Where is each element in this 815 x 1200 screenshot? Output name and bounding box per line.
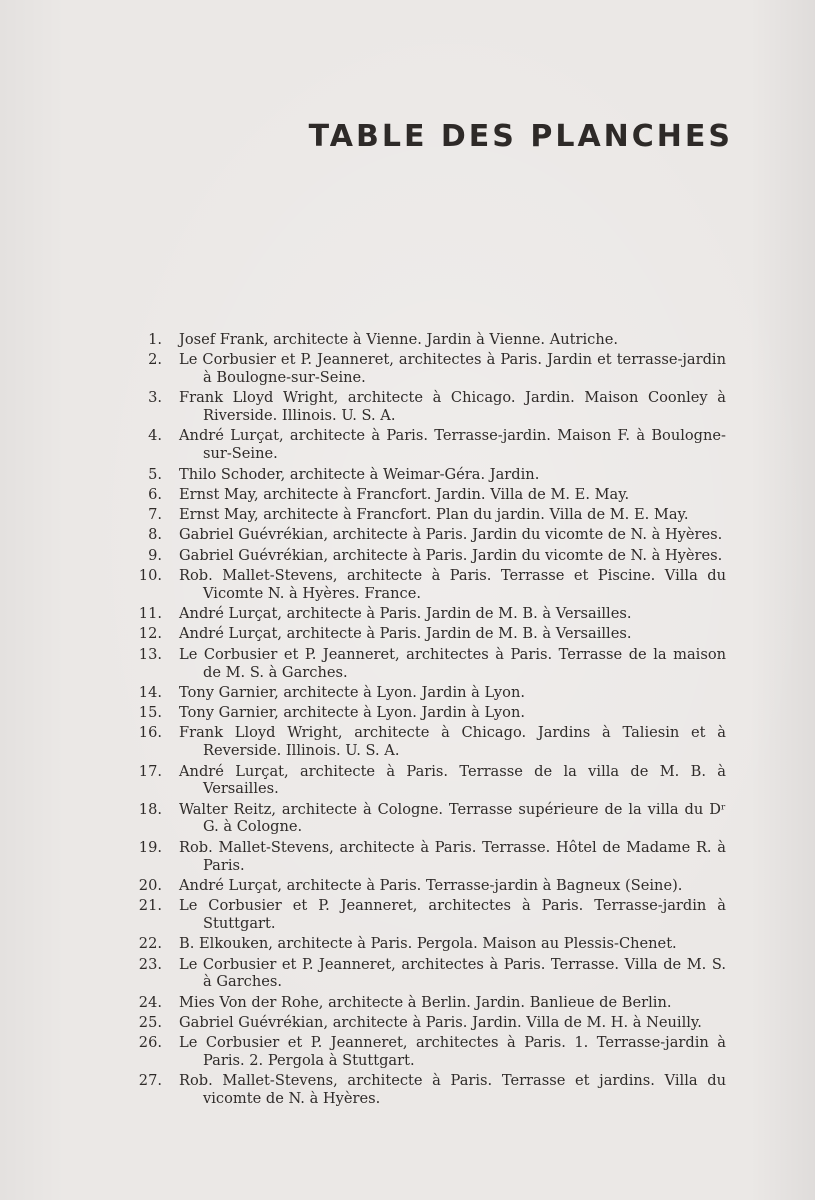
plate-number: 1. (148, 331, 162, 348)
plate-number: 11. (138, 605, 162, 623)
plate-entry (0, 351, 815, 387)
plate-entry (0, 331, 815, 349)
plate-entry (0, 646, 815, 682)
page-title: TABLE DES PLANCHES (308, 119, 733, 155)
plate-description: Le Corbusier et P. Jeanneret, architectes à Paris. Terrasse. Villa de M. S. à Garches. (179, 955, 726, 991)
plate-number: 5. (148, 465, 162, 483)
plate-entry (0, 935, 815, 953)
plate-description: André Lurçat, architecte à Paris. Terrasse de la villa de M. B. à Versailles. (179, 762, 726, 798)
plate-description: B. Elkouken, architecte à Paris. Pergola. Maison au Plessis-Chenet. (179, 935, 677, 953)
plate-entry (0, 1034, 815, 1070)
plate-description: Walter Reitz, architecte à Cologne. Terrasse supérieure de la villa du Dʳ G. à Cologne. (179, 800, 726, 836)
plate-entry (0, 839, 815, 875)
plate-description: Mies Von der Rohe, architecte à Berlin. Jardin. Banlieue de Berlin. (179, 993, 672, 1011)
plate-description: Le Corbusier et P. Jeanneret, architectes à Paris. Terrasse-jardin à Stuttgart. (179, 897, 726, 932)
plate-entry (0, 605, 815, 623)
plate-number: 19. (138, 838, 162, 856)
plate-description: Rob. Mallet-Stevens, architecte à Paris. Terrasse. Hôtel de Madame R. à Paris. (179, 838, 726, 874)
plate-description: Thilo Schoder, architecte à Weimar-Géra. Jardin. (179, 465, 540, 483)
plate-entry (0, 567, 815, 603)
plate-number: 4. (148, 427, 162, 445)
plate-description: André Lurçat, architecte à Paris. Jardin de M. B. à Versailles. (179, 625, 632, 643)
plate-description: Gabriel Guévrékian, architecte à Paris. Jardin du vicomte de N. à Hyères. (179, 546, 723, 564)
plate-number: 14. (138, 683, 162, 701)
plate-number: 12. (138, 625, 162, 643)
plate-number: 21. (138, 897, 162, 915)
plate-number: 23. (138, 955, 162, 973)
plate-number: 10. (138, 567, 162, 585)
plates-list (0, 331, 815, 1110)
plate-entry (0, 704, 815, 722)
plate-description: Le Corbusier et P. Jeanneret, architectes à Paris. Jardin et terrasse-jardin à Boulogne-sur-Seine. (179, 351, 726, 387)
plate-number: 27. (138, 1072, 162, 1090)
plate-number: 7. (148, 506, 162, 524)
plate-description: Tony Garnier, architecte à Lyon. Jardin à Lyon. (179, 704, 525, 722)
plate-entry (0, 1072, 815, 1108)
plate-description: Gabriel Guévrékian, architecte à Paris. Jardin du vicomte de N. à Hyères. (179, 526, 723, 544)
plate-entry (0, 684, 815, 702)
plate-entry (0, 897, 815, 933)
plate-entry (0, 427, 815, 463)
plate-number: 17. (138, 762, 162, 780)
plate-number: 26. (138, 1034, 162, 1052)
plate-number: 8. (148, 526, 162, 544)
plate-entry (0, 763, 815, 799)
plate-description: Ernst May, architecte à Francfort. Plan du jardin. Villa de M. E. May. (179, 506, 689, 524)
plate-entry (0, 547, 815, 565)
plate-description: Rob. Mallet-Stevens, architecte à Paris. Terrasse et Piscine. Villa du Vicomte N. à Hyères. France. (179, 567, 726, 602)
plate-number: 22. (138, 935, 162, 953)
plate-entry (0, 994, 815, 1012)
plate-number: 24. (138, 993, 162, 1011)
plate-entry (0, 389, 815, 425)
plate-description: Tony Garnier, architecte à Lyon. Jardin à Lyon. (179, 683, 525, 701)
plate-number: 3. (148, 389, 162, 407)
plate-number: 13. (138, 645, 162, 663)
plate-description: Frank Lloyd Wright, architecte à Chicago. Jardins à Taliesin et à Reverside. Illinois. U. S. A. (179, 724, 726, 760)
plate-description: André Lurçat, architecte à Paris. Terrasse-jardin. Maison F. à Boulogne-sur-Seine. (179, 427, 726, 463)
plate-description: André Lurçat, architecte à Paris. Terrasse-jardin à Bagneux (Seine). (179, 876, 683, 894)
plate-description: Le Corbusier et P. Jeanneret, architectes à Paris. Terrasse de la maison de M. S. à Garches. (179, 645, 726, 681)
plate-description: Josef Frank, architecte à Vienne. Jardin à Vienne. Autriche. (179, 331, 619, 348)
plate-entry (0, 625, 815, 643)
plate-description: Le Corbusier et P. Jeanneret, architectes à Paris. 1. Terrasse-jardin à Paris. 2. Pergola à Stuttgart. (179, 1034, 726, 1069)
plate-number: 25. (138, 1013, 162, 1031)
plate-entry (0, 506, 815, 524)
plate-description: Rob. Mallet-Stevens, architecte à Paris. Terrasse et jardins. Villa du vicomte de N. à Hyères. (179, 1072, 726, 1108)
plate-number: 6. (148, 485, 162, 503)
plate-entry (0, 466, 815, 484)
plate-description: Ernst May, architecte à Francfort. Jardin. Villa de M. E. May. (179, 485, 630, 503)
plate-entry (0, 526, 815, 544)
plate-number: 15. (138, 704, 162, 722)
plate-entry (0, 724, 815, 760)
plate-number: 2. (148, 351, 162, 369)
plate-number: 20. (138, 876, 162, 894)
plate-description: André Lurçat, architecte à Paris. Jardin de M. B. à Versailles. (179, 605, 632, 623)
plate-number: 16. (138, 724, 162, 742)
plate-description: Gabriel Guévrékian, architecte à Paris. Jardin. Villa de M. H. à Neuilly. (179, 1013, 702, 1031)
plate-entry (0, 801, 815, 837)
plate-entry (0, 486, 815, 504)
plate-entry (0, 956, 815, 992)
plate-description: Frank Lloyd Wright, architecte à Chicago. Jardin. Maison Coonley à Riverside. Illinois. U. S. A. (179, 389, 726, 425)
plate-entry (0, 1014, 815, 1032)
plate-number: 9. (148, 546, 162, 564)
plate-number: 18. (138, 800, 162, 818)
plate-entry (0, 877, 815, 895)
